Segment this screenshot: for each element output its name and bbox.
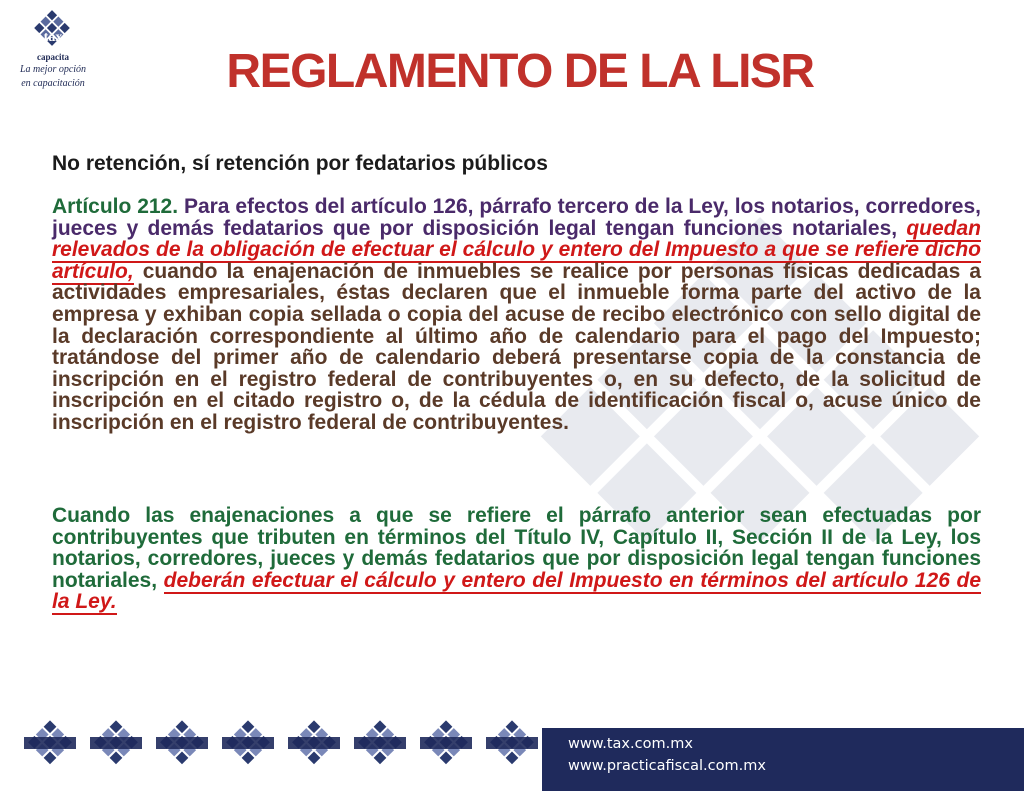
footer-logo-strip	[20, 718, 540, 768]
logo-sub: capacita	[37, 52, 69, 62]
section-subheading: No retención, sí retención por fedatarios públicos	[52, 152, 548, 175]
footer-logo-icon	[284, 718, 344, 768]
footer-logo-icon	[218, 718, 278, 768]
page-title: REGLAMENTO DE LA LISR	[226, 45, 814, 98]
second-paragraph	[52, 505, 981, 613]
logo-brand: tax	[43, 30, 63, 45]
footer-logo-icon	[416, 718, 476, 768]
footer-url-practicafiscal[interactable]: www.practicafiscal.com.mx	[568, 758, 766, 774]
tax-logo	[14, 8, 94, 94]
logo-tagline-2: en capacitación	[21, 78, 85, 89]
paragraph-2-intro: Cuando las enajenaciones a que se refiere el párrafo anterior sean efectuadas por contribuyentes que tributen en términos del Título IV, Capítulo II, Sección II de la Ley, los notarios, corredores, jueces y demás fedatarios que por disposición legal tengan funciones notariales,	[52, 504, 981, 592]
footer-logo-icon	[152, 718, 212, 768]
logo-tagline-1: La mejor opción	[19, 64, 87, 75]
footer-url-tax[interactable]: www.tax.com.mx	[568, 736, 693, 752]
footer-logo-icon	[482, 718, 542, 768]
footer-logo-icon	[350, 718, 410, 768]
article-intro: Para efectos del artículo 126, párrafo tercero de la Ley, los notarios, corredores, jueces y demás fedatarios que por disposición legal tengan funciones notariales,	[52, 195, 981, 240]
footer-logo-icon	[20, 718, 80, 768]
article-highlight: quedan relevados de la obligación de efectuar el cálculo y entero del Impuesto a que se refiere dicho artículo,	[52, 216, 981, 283]
article-paragraph	[52, 196, 981, 434]
article-body: cuando la enajenación de inmuebles se realice por personas físicas dedicadas a actividades empresariales, éstas declaren que el inmueble forma parte del activo de la empresa y exhiban copia sellada o copia del acuse de recibo electrónico con sello digital de la declaración correspondiente al último año de calendario para el pago del Impuesto; tratándose del primer año de calendario deberá presentarse copia de la constancia de inscripción en el registro federal de contribuyentes o, en su defecto, de la solicitud de inscripción en el citado registro o, de la cédula de identificación fiscal o, acuse único de inscripción en el registro federal de contribuyentes.	[52, 259, 981, 434]
footer-logo-icon	[86, 718, 146, 768]
paragraph-2-highlight: deberán efectuar el cálculo y entero del Impuesto en términos del artículo 126 de la Ley.	[52, 568, 981, 614]
article-label: Artículo 212.	[52, 195, 179, 218]
